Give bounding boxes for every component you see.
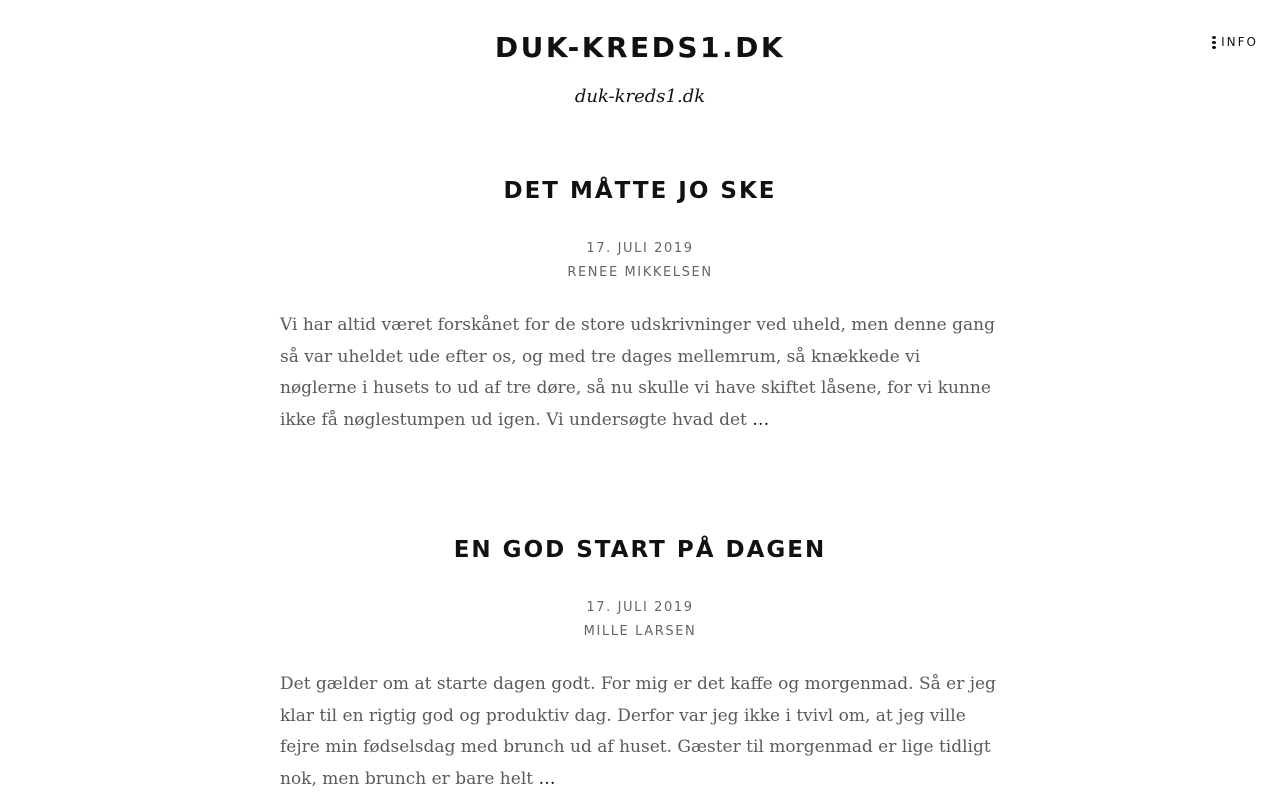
post-excerpt <box>280 310 1000 436</box>
post-article <box>280 529 1000 795</box>
post-date[interactable]: 17. JULI 2019 <box>586 600 694 615</box>
post-title[interactable]: EN GOD START PÅ DAGEN <box>453 537 827 563</box>
read-more-link[interactable]: … <box>752 409 770 430</box>
post-excerpt-text: Vi har altid været forskånet for de store udskrivninger ved uheld, men denne gang så var uheldet ude efter os, og med tre dages mellemrum, så knækkede vi nøglerne i husets to ud af tre døre, så nu skulle vi have skiftet låsene, for vi kunne ikke få nøglestumpen ud igen. Vi undersøgte hvad det <box>280 315 995 430</box>
site-tagline: duk-kreds1.dk <box>574 86 706 107</box>
post-title[interactable]: DET MÅTTE JO SKE <box>503 178 777 204</box>
post-excerpt <box>280 669 1000 795</box>
read-more-link[interactable]: … <box>538 768 556 789</box>
site-header <box>0 0 1280 140</box>
vertical-dots-icon <box>1212 36 1216 49</box>
info-menu-toggle[interactable] <box>1212 33 1258 51</box>
post-meta <box>280 596 1000 644</box>
post-meta <box>280 237 1000 285</box>
site-title[interactable]: DUK-KREDS1.DK <box>494 31 786 64</box>
post-date[interactable]: 17. JULI 2019 <box>586 241 694 256</box>
post-author[interactable]: RENEE MIKKELSEN <box>567 265 713 280</box>
info-label: INFO <box>1221 35 1258 49</box>
post-excerpt-text: Det gælder om at starte dagen godt. For mig er det kaffe og morgenmad. Så er jeg klar til en rigtig god og produktiv dag. Derfor var jeg ikke i tvivl om, at jeg ville fejre min fødselsdag med brunch ud af huset. Gæster til morgenmad er lige tidligt nok, men brunch er bare helt <box>280 674 996 789</box>
post-article <box>280 170 1000 436</box>
post-author[interactable]: MILLE LARSEN <box>583 624 697 639</box>
